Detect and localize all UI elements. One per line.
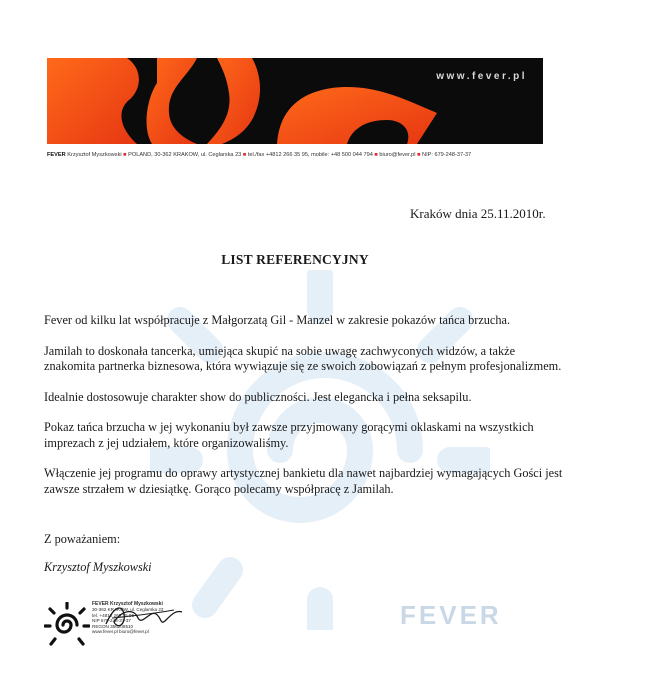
separator-dot: ■	[123, 152, 127, 158]
letter-date: Kraków dnia 25.11.2010r.	[410, 206, 546, 221]
stamp-line: www.fever.pl biuro@fever.pl	[92, 629, 149, 635]
closing: Z poważaniem:	[44, 532, 121, 546]
letterhead-contact	[47, 152, 547, 158]
letterhead-banner	[47, 58, 543, 144]
banner-url: www.fever.pl	[436, 71, 527, 82]
separator-dot: ■	[374, 152, 378, 158]
separator-dot: ■	[242, 152, 247, 158]
stamp-line: REGON 356208510	[92, 623, 134, 629]
paragraph: Fever od kilku lat współpracuje z Małgorzatą Gil - Manzel w zakresie pokazów tańca brzucha.	[44, 313, 511, 327]
signer-name: Krzysztof Myszkowski	[44, 560, 152, 574]
contact-phone: tel./fax +4812 266 35 95, mobile: +48 500 044 794	[247, 152, 373, 158]
company-stamp	[44, 600, 184, 648]
contact-person: Krzysztof Myszkowski	[67, 152, 122, 158]
contact-address: POLAND, 30-362 KRAKÓW, ul. Ceglarska 23	[128, 152, 242, 158]
paragraph: Włączenie jej programu do oprawy artystycznej bankietu dla nawet najbardziej wymagających Gości jest zawsze strzałem w dziesiątkę. Gorąco polecamy współpracę z Jamilah.	[44, 466, 563, 496]
company-name: FEVER	[47, 152, 66, 158]
stamp-sun-icon	[44, 602, 90, 648]
stamp-line: 30-362 KRAKÓW, ul. Ceglarska 23	[92, 607, 164, 613]
contact-email: biuro@fever.pl	[379, 152, 416, 158]
paragraph: Idealnie dostosowuje charakter show do publiczności. Jest elegancka i pełna seksapilu.	[44, 389, 472, 404]
handwritten-signature	[104, 600, 184, 634]
separator-dot: ■	[417, 152, 421, 158]
paragraph: Pokaz tańca brzucha w jej wykonaniu był zawsze przyjmowany gorącymi oklaskami na wszystkich imprezach z jej udziałem, które organizowaliśmy.	[44, 420, 534, 450]
paragraph: Jamilah to doskonała tancerka, umiejąca skupić na sobie uwagę zachwyconych widzów, a także znakomita partnerka biznesowa, która wywiązuje się ze swoich zobowiązań z pełnym profesjonalizmem.	[44, 343, 562, 373]
stamp-line: FEVER Krzysztof Myszkowski	[92, 601, 163, 607]
watermark-text: FEVER	[400, 600, 502, 630]
contact-nip: NIP: 679-248-37-37	[422, 152, 472, 158]
letter-title: LIST REFERENCYJNY	[221, 252, 369, 267]
stamp-line: NIP 679-248-37-37	[92, 618, 131, 624]
stamp-line: tel. +4812 266 35 95	[92, 612, 135, 618]
letter-body	[44, 313, 564, 512]
